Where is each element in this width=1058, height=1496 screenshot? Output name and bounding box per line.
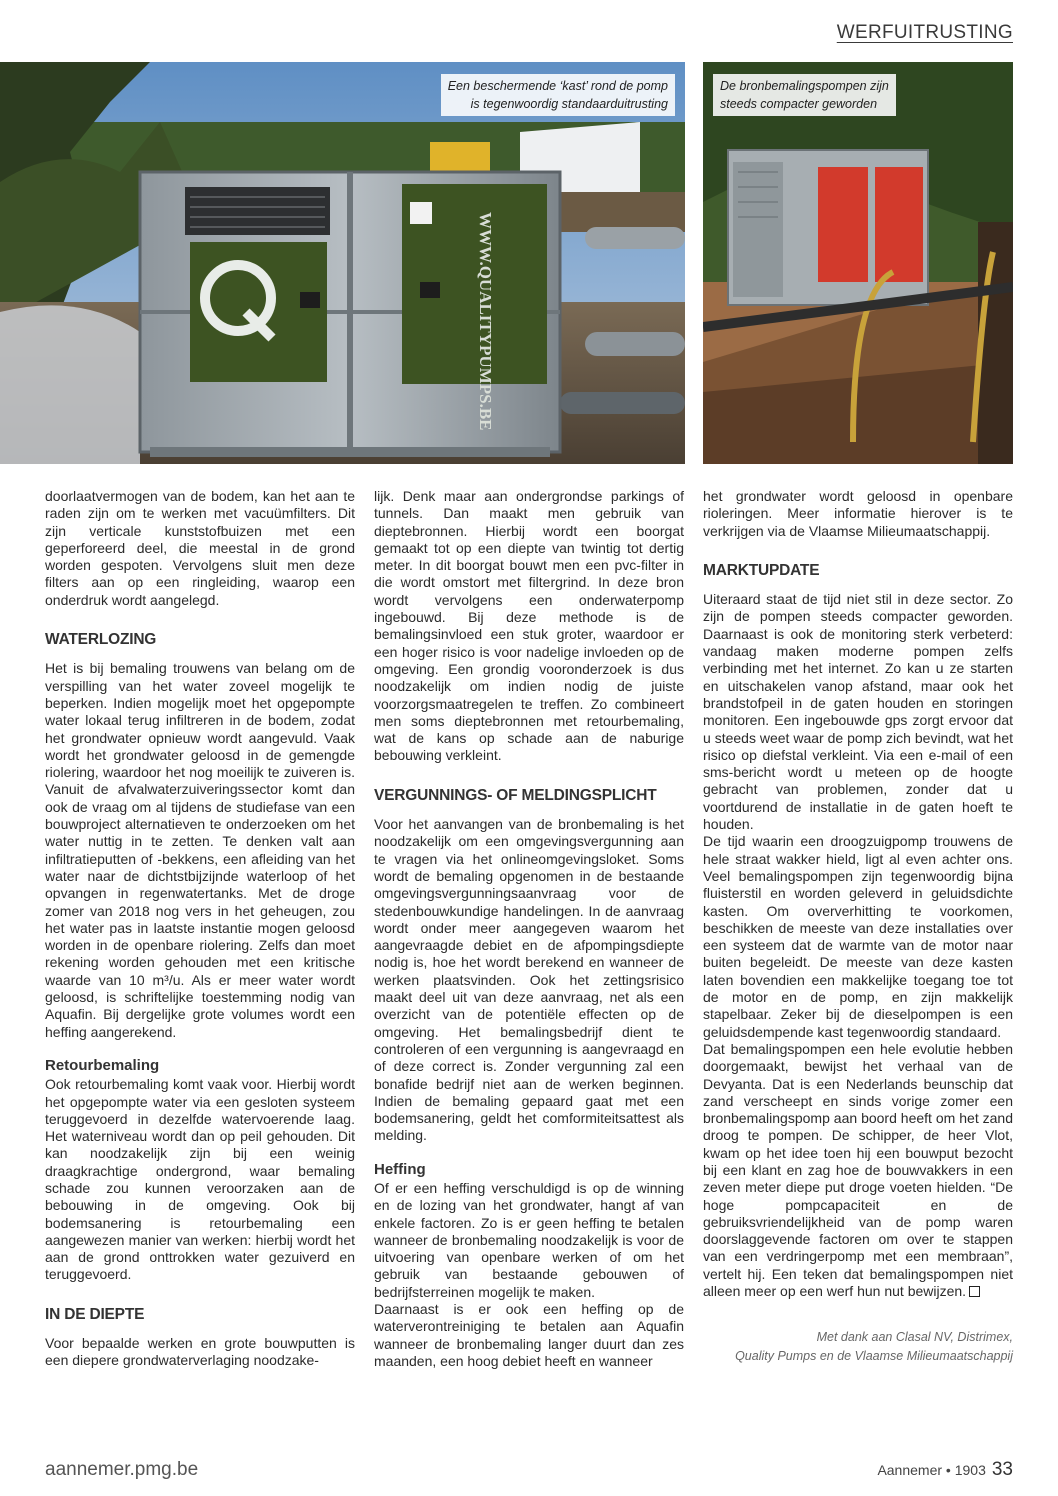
issue-label: Aannemer • 1903	[877, 1462, 986, 1478]
paragraph: Voor bepaalde werken en grote bouwputten is een diepere grondwaterverlaging noodzake-	[45, 1335, 355, 1369]
section-label: WERFUITRUSTING	[836, 22, 1013, 43]
article-column-3	[703, 488, 1013, 1366]
paragraph: De tijd waarin een droogzuigpomp trouwens de hele straat wakker hield, ligt al even achter ons. Veel bemalingspompen zijn tegenwoordig bijna fluisterstil en worden geleverd in geluidsdichte kasten. Om oververhitting te voorkomen, beschikken de meeste van deze installaties over een systeem dat de warmte van de motor naar buiten begeleidt. De meeste van deze kasten laten bovendien een makkelijke toegang toe tot de motor en de pomp, en zijn makkelijk stapelbaar. Zeker bij de dieselpompen is een geluidsdempende kast tegenwoordig standaard.	[703, 833, 1013, 1040]
paragraph: Of er een heffing verschuldigd is op de winning en de lozing van het grondwater, hangt af van enkele factoren. Zo is er geen heffing te betalen wanneer de bronbemaling noodzakelijk is voor de uitvoering van openbare werken of om het gebruik van bestaande gebouwen of bedrijfsterreinen mogelijk te maken.	[374, 1179, 684, 1300]
pump-housing-lettering: WWW.QUALITYPUMPS.BE	[476, 212, 495, 431]
subheading-retourbemaling: Retourbemaling	[45, 1056, 160, 1074]
page-number: 33	[991, 1459, 1013, 1480]
photo-compact-pumps	[703, 62, 1013, 464]
paragraph: Dat bemalingspompen een hele evolutie hebben doorgemaakt, bewijst het verhaal van de Devyanta. Dat is een Nederlands beunschip dat zand verscheept en sinds vorige zomer een bronbemalingspomp aan boord heeft om het zand droog te pompen. De schipper, de heer Vlot, kwam op het idee toen hij een bouwput bezocht bij een klant en zag hoe de bouwvakkers in een zeven meter diepe put droge voeten hielden. “De hoge pompcapaciteit en de gebruiksvriendelijkheid van de pomp waren doorslaggevende factoren om over te stappen van een verdringerpomp met een membraan”, vertelt hij. Een teken dat bemalingspompen niet alleen meer op een werf hun nut bewijzen.	[703, 1040, 1013, 1300]
website-link[interactable]: aannemer.pmg.be	[45, 1459, 199, 1480]
paragraph: doorlaatvermogen van de bodem, kan het aan te raden zijn om te werken met vacuümfilters. Dit zijn verticale kunststofbuizen met een geperforeerd deel, die meestal in de grond worden gespoten. Vervolgens sluit men deze filters aan op een ringleiding, waarop een onderdruk wordt aangelegd.	[45, 488, 355, 608]
paragraph: lijk. Denk maar aan ondergrondse parkings of tunnels. Dan maakt men gebruik van dieptebronnen. Hierbij wordt een boorgat gemaakt tot op een diepte van twintig tot dertig meter. In dit boorgat bouwt men een pvc-filter in die wordt omstort met filtergrind. In deze bron wordt vervolgens een onderwaterpomp ingebouwd. Bij deze methode is de bemalingsinvloed een stuk groter, waardoor er een hoger risico is voor nadelige invloeden op de omgeving. Een grondig vooronderzoek is dus noodzakelijk om indien nodig de juiste voorzorgsmaatregelen te treffen. Zo combineert men soms dieptebronnen met retourbemaling, wat de kans op schade aan de naburige bebouwing verkleint.	[374, 488, 684, 764]
paragraph: Daarnaast is er ook een heffing op de waterverontreiniging te betalen aan Aquafin wanneer de bronbemaling langer duurt dan zes maanden, een hoog debiet heeft en wanneer	[374, 1301, 684, 1369]
paragraph: Voor het aanvangen van de bronbemaling is het noodzakelijk om een omgevingsvergunning aan te vragen via het onlineomgevingsloket. Soms wordt de bemaling opgenomen in de bestaande omgevingsvergunningsaanvraag voor de stedenbouwkundige handelingen. In de aanvraag wordt onder meer aangegeven waarom het aangevraagde debiet en de afpompingsdiepte nodig is, hoe het wordt berekend en wanneer de werken plaatsvinden. Ook het zettingsrisico maakt deel uit van deze aanvraag, net als een overzicht van de potentiële effecten op de omgeving. Het bemalingsbedrijf dient te controleren of een vergunning is aangevraagd en of deze correct is. Zonder vergunning zal een bonafide bedrijf niet aan de werken beginnen. Indien de bemaling gepaard gaat met een bodemsanering, geldt het comformiteitsattest als melding.	[374, 816, 684, 1144]
pump-housing-illustration	[0, 62, 685, 464]
page-footer	[877, 1459, 1013, 1481]
heading-waterlozing: WATERLOZING	[45, 631, 157, 649]
paragraph: Ook retourbemaling komt vaak voor. Hierbij wordt het opgepompte water via een gesloten systeem teruggevoerd in dezelfde watervoerende laag. Het waterniveau wordt dan op peil gehouden. Dit kan noodzakelijk zijn bij een weinig draagkrachtige ondergrond, waar bemaling schade zou kunnen veroorzaken aan de bebouwing in de omgeving. Ook bij bodemsanering is retourbemaling een aangewezen manier van werken: hierbij wordt het aan de grond onttrokken water gezuiverd en teruggevoerd.	[45, 1076, 355, 1283]
photo-caption-right: De bronbemalingspompen zijn steeds compacter geworden	[713, 74, 896, 116]
compact-pumps-illustration	[703, 62, 1013, 464]
photo-pump-housing	[0, 62, 685, 464]
paragraph: Uiteraard staat de tijd niet stil in deze sector. Zo zijn de pompen steeds compacter geworden. Daarnaast is ook de monitoring sterk verbeterd: vandaag maken moderne pompen zelfs verbinding met het internet. Zo kan u ze starten en uitschakelen vanop afstand, maar ook het brandstofpeil in de gaten houden en storingen monitoren. Een ingebouwde gps zorgt ervoor dat u steeds weet waar de pomp zich bevindt, wat het risico op diefstal verkleint. Via een e-mail of een sms-bericht wordt u meteen op de hoogte gebracht van problemen, zonder dat u voortdurend de installatie in de gaten hoeft te houden.	[703, 591, 1013, 833]
paragraph: het grondwater wordt geloosd in openbare rioleringen. Meer informatie hierover is te verkrijgen via de Vlaamse Milieumaatschappij.	[703, 488, 1013, 539]
end-of-article-icon	[969, 1286, 980, 1297]
credits: Met dank aan Clasal NV, Distrimex, Quality Pumps en de Vlaamse Milieumaatschappij	[735, 1330, 1013, 1364]
subheading-heffing: Heffing	[374, 1160, 426, 1178]
article-column-1	[45, 488, 355, 1370]
heading-marktupdate: MARKTUPDATE	[703, 561, 820, 579]
heading-vergunningsplicht: VERGUNNINGS- OF MELDINGSPLICHT	[374, 786, 657, 804]
paragraph: Het is bij bemaling trouwens van belang om de verspilling van het water zoveel mogelijk te beperken. Indien mogelijk moet het opgepompte water lokaal terug infiltreren in de bodem, zodat het grondwater opnieuw wordt aangevuld. Vaak wordt het grondwater geloosd in de gemengde riolering, waardoor het nog moeilijk te zuiveren is. Vanuit de afvalwaterzuiveringssector komt dan ook de vraag om al tijdens de studiefase van een bouwproject alternatieven te onderzoeken om het water nuttig in te zetten. Te denken valt aan infiltratieputten of -bekkens, een afleiding van het water naar de dichtstbijzijnde waterloop of het opvangen in regenwatertanks. Met de droge zomer van 2018 nog vers in het geheugen, zou het water pas in laatste instantie mogen geloosd worden in de openbare riolering. Zelfs dan moet rekening worden gehouden met een kritische waarde van 10 m³/u. Als er meer water wordt geloosd, is schriftelijke toestemming nodig van Aquafin. Bij dergelijke grote volumes wordt een heffing aangerekend.	[45, 660, 355, 1040]
heading-in-de-diepte: IN DE DIEPTE	[45, 1305, 145, 1323]
photo-caption-left: Een beschermende ‘kast’ rond de pomp is tegenwoordig standaarduitrusting	[441, 74, 675, 116]
article-column-2	[374, 488, 684, 1370]
